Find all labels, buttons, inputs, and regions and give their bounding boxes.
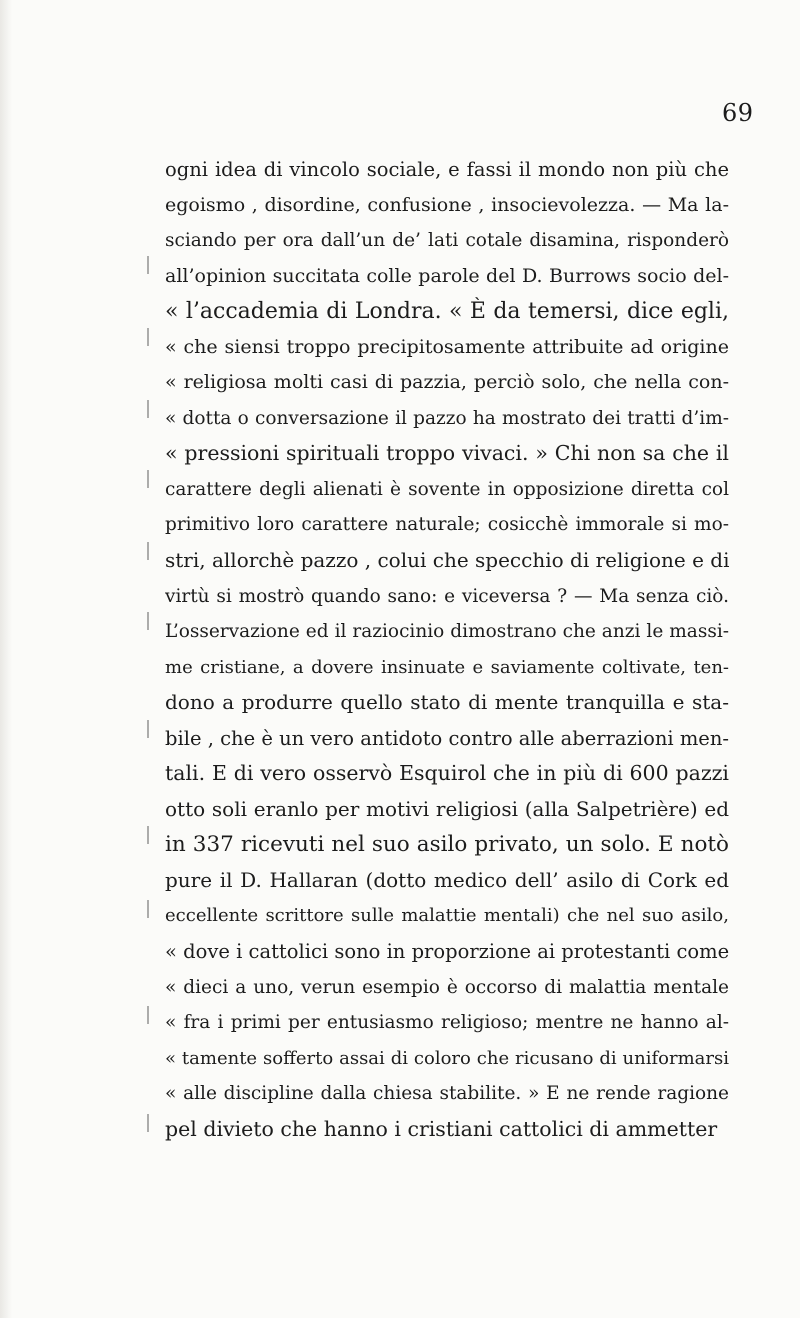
text-line: « dotta o conversazione il pazzo ha mostrato dei tratti d’im- (165, 407, 729, 429)
margin-mark (147, 1114, 149, 1132)
text-line: « dieci a uno, verun esempio è occorso di malattia mentale (165, 976, 729, 998)
text-line: otto soli eranlo per motivi religiosi (alla Salpetrière) ed (165, 796, 729, 821)
text-line: ogni idea di vincolo sociale, e fassi il mondo non più che (165, 158, 729, 181)
text-line: pure il D. Hallaran (dotto medico dell’ asilo di Cork ed (165, 867, 729, 892)
margin-mark (147, 256, 149, 274)
text-line: carattere degli alienati è sovente in opposizione diretta col (165, 478, 729, 500)
text-line: dono a produrre quello stato di mente tranquilla e sta- (165, 690, 729, 715)
text-line: « l’accademia di Londra. « È da temersi, dice egli, (165, 299, 729, 325)
text-line: all’opinion succitata colle parole del D. Burrows socio del- (165, 264, 729, 287)
text-line: virtù si mostrò quando sano: e viceversa ? — Ma senza ciò. (165, 585, 729, 607)
text-line: « pressioni spirituali troppo vivaci. » Chi non sa che il (165, 441, 729, 466)
margin-mark (147, 328, 149, 346)
margin-mark (147, 400, 149, 418)
margin-mark (147, 542, 149, 560)
text-line: « dove i cattolici sono in proporzione ai protestanti come (165, 940, 729, 964)
text-line: tali. E di vero osservò Esquirol che in più di 600 pazzi (165, 761, 729, 786)
margin-mark (147, 470, 149, 488)
text-line: in 337 ricevuti nel suo asilo privato, un solo. E notò (165, 832, 729, 858)
text-line: « tamente sofferto assai di coloro che ricusano di uniformarsi (165, 1047, 729, 1069)
text-line: me cristiane, a dovere insinuate e saviamente coltivate, ten- (165, 656, 729, 678)
text-line: L’osservazione ed il raziocinio dimostrano che anzi le massi- (165, 621, 729, 643)
margin-mark (147, 720, 149, 738)
text-line: egoismo , disordine, confusione , insocievolezza. — Ma la- (165, 193, 729, 216)
text-line: « alle discipline dalla chiesa stabilite. » E ne rende ragione (165, 1083, 729, 1105)
text-line: « religiosa molti casi di pazzia, perciò solo, che nella con- (165, 371, 729, 394)
binding-shadow (0, 0, 12, 1318)
text-line: « fra i primi per entusiasmo religioso; mentre ne hanno al- (165, 1012, 729, 1034)
text-line: bile , che è un vero antidoto contro alle aberrazioni men- (165, 726, 729, 750)
text-line: « che siensi troppo precipitosamente attribuite ad origine (165, 335, 729, 358)
text-line: sciando per ora dall’un de’ lati cotale disamina, risponderò (165, 230, 729, 252)
margin-mark (147, 826, 149, 844)
text-line: pel divieto che hanno i cristiani cattolici di ammetter (165, 1116, 718, 1141)
text-line: eccellente scrittore sulle malattie mentali) che nel suo asilo, (165, 905, 729, 927)
page-number: 69 (722, 99, 754, 127)
text-line: stri, allorchè pazzo , colui che specchio di religione e di (165, 548, 729, 573)
margin-mark (147, 900, 149, 918)
margin-mark (147, 612, 149, 630)
margin-mark (147, 1006, 149, 1024)
body-text (165, 152, 729, 1147)
text-line: primitivo loro carattere naturale; cosicchè immorale si mo- (165, 514, 729, 536)
